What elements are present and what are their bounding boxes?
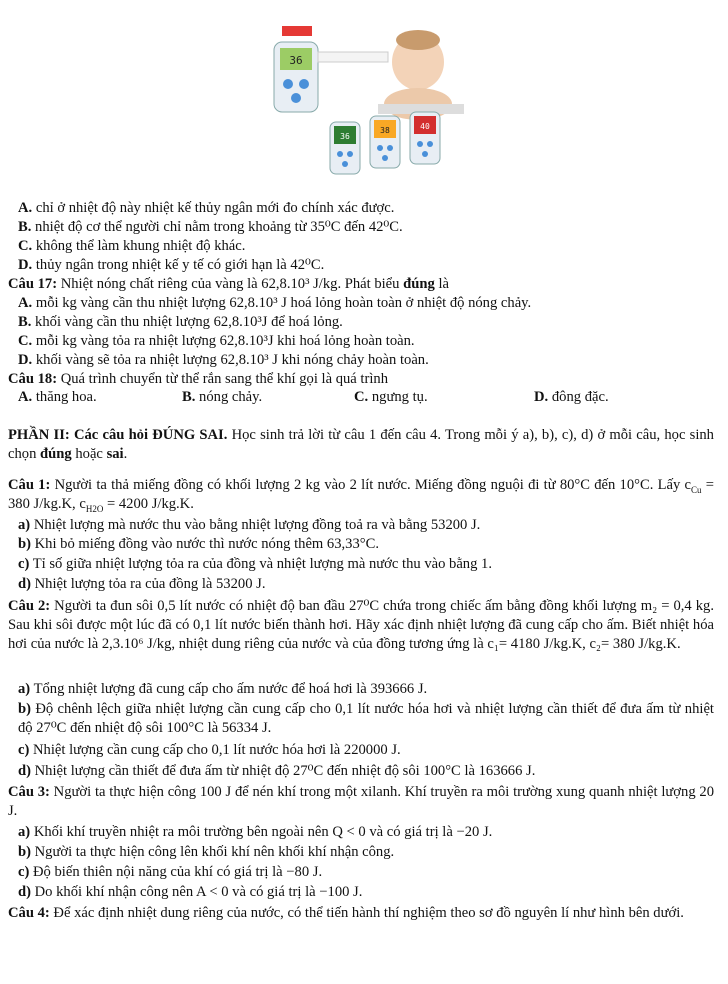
q16-option-d: D. thủy ngân trong nhiệt kế y tế có giới hạn là 42⁰C. xyxy=(18,257,325,273)
c3-item-b: b) Người ta thực hiện công lên khối khí nên khối khí nhận công. xyxy=(18,844,395,860)
q17-option-b: B. khối vàng cần thu nhiệt lượng 62,8.10³J để hoá lỏng. xyxy=(18,314,343,330)
main-thermometer-reading: 36 xyxy=(289,54,303,67)
q18-options xyxy=(18,389,708,407)
q17-stem: Câu 17: Nhiệt nóng chất riêng của vàng là 62,8.10³ J/kg. Phát biểu đúng là xyxy=(8,276,449,292)
q17-option-d: D. khối vàng sẽ tỏa ra nhiệt lượng 62,8.10³ J khi nóng chảy hoàn toàn. xyxy=(18,352,429,368)
q18-option-b: B. nóng chảy. xyxy=(182,389,263,405)
c2-stem: Câu 2: Người ta đun sôi 0,5 lít nước có nhiệt độ ban đầu 27⁰C chứa trong chiếc ấm bằng đồng khối lượng m₂ = 0,4 kg. Sau khi sôi được một lúc đã có 0,1 lít nước biến thành hơi. Hãy xác định nhiệt lượng đã cung cấp cho ấm. Biết nhiệt hóa hơi của nước là 2,3.10⁶ J/kg, nhiệt dung riêng của nước và của đồng tương ứng là c₁= 4180 J/kg.K, c₂= 380 J/kg.K. xyxy=(8,598,714,652)
c2-item-a: a) Tổng nhiệt lượng đã cung cấp cho ấm nước để hoá hơi là 393666 J. xyxy=(18,681,428,697)
c3-stem: Câu 3: Người ta thực hiện công 100 J để nén khí trong một xilanh. Khí truyền ra môi trường xung quanh nhiệt lượng 20 J. xyxy=(8,784,714,819)
small-thermometer-1 xyxy=(330,122,360,174)
c1-item-c: c) Tỉ số giữa nhiệt lượng tỏa ra của đồng và nhiệt lượng mà nước thu vào bằng 1. xyxy=(18,556,492,572)
part2-heading: PHẦN II: Các câu hỏi ĐÚNG SAI. Học sinh trả lời từ câu 1 đến câu 4. Trong mỗi ý a), b), c), d) ở mỗi câu, học sinh chọn đúng hoặc sai. xyxy=(8,427,714,462)
small-thermometer-3-reading: 40 xyxy=(420,122,430,131)
q17-option-a: A. mỗi kg vàng cần thu nhiệt lượng 62,8.10³ J hoá lỏng hoàn toàn ở nhiệt độ nóng chảy. xyxy=(18,295,532,311)
q16-option-a: A. chỉ ở nhiệt độ này nhiệt kế thủy ngân mới đo chính xác được. xyxy=(18,200,395,216)
c1-stem: Câu 1: Người ta thả miếng đồng có khối lượng 2 kg vào 2 lít nước. Miếng đồng nguội đi từ 80°C đến 10°C. Lấy $c_{Cu} = 380$ J/kg.K, $c_{H2O} = 4200$ J/kg.K. xyxy=(8,477,714,514)
c4-stem: Câu 4: Để xác định nhiệt dung riêng của nước, có thể tiến hành thí nghiệm theo sơ đồ nguyên lí như hình bên dưới. xyxy=(8,905,684,921)
small-thermometer-2 xyxy=(370,116,400,168)
c1-item-b: b) Khi bỏ miếng đồng vào nước thì nước nóng thêm 63,33°C. xyxy=(18,536,379,552)
thermometer-illustration xyxy=(268,22,464,192)
q18-option-a: A. thăng hoa. xyxy=(18,389,97,405)
c2-item-b: b) Độ chênh lệch giữa nhiệt lượng cần cung cấp cho 0,1 lít nước hóa hơi và nhiệt lượng cần thiết để đưa ấm từ nhiệt độ 27⁰C đến nhiệt độ sôi 100°C là 56334 J. xyxy=(18,701,714,736)
c2-item-c: c) Nhiệt lượng cần cung cấp cho 0,1 lít nước hóa hơi là 220000 J. xyxy=(18,742,401,758)
baby-picture xyxy=(378,30,464,120)
q18-option-d: D. đông đặc. xyxy=(534,389,609,405)
q18-stem: Câu 18: Quá trình chuyển từ thể rắn sang thể khí gọi là quá trình xyxy=(8,371,388,387)
c1-item-a: a) Nhiệt lượng mà nước thu vào bằng nhiệt lượng đồng toả ra và bằng 53200 J. xyxy=(18,517,481,533)
q18-option-c: C. ngưng tụ. xyxy=(354,389,428,405)
c1-item-d: d) Nhiệt lượng tỏa ra của đồng là 53200 J. xyxy=(18,576,266,592)
q16-option-b: B. nhiệt độ cơ thể người chỉ nằm trong khoảng từ 35⁰C đến 42⁰C. xyxy=(18,219,403,235)
small-thermometer-2-reading: 38 xyxy=(380,126,390,135)
c3-item-d: d) Do khối khí nhận công nên A < 0 và có giá trị là −100 J. xyxy=(18,884,363,900)
small-thermometer-3 xyxy=(410,112,440,164)
c3-item-c: c) Độ biến thiên nội năng của khí có giá trị là −80 J. xyxy=(18,864,323,880)
c3-item-a: a) Khối khí truyền nhiệt ra môi trường bên ngoài nên Q < 0 và có giá trị là −20 J. xyxy=(18,824,493,840)
small-thermometer-1-reading: 36 xyxy=(340,132,350,141)
q17-option-c: C. mỗi kg vàng tỏa ra nhiệt lượng 62,8.10³J khi hoá lỏng hoàn toàn. xyxy=(18,333,415,349)
q16-option-c: C. không thể làm khung nhiệt độ khác. xyxy=(18,238,246,254)
c2-item-d: d) Nhiệt lượng cần thiết để đưa ấm từ nhiệt độ 27⁰C đến nhiệt độ sôi 100°C là 163666 J. xyxy=(18,763,536,779)
main-thermometer xyxy=(274,26,388,112)
